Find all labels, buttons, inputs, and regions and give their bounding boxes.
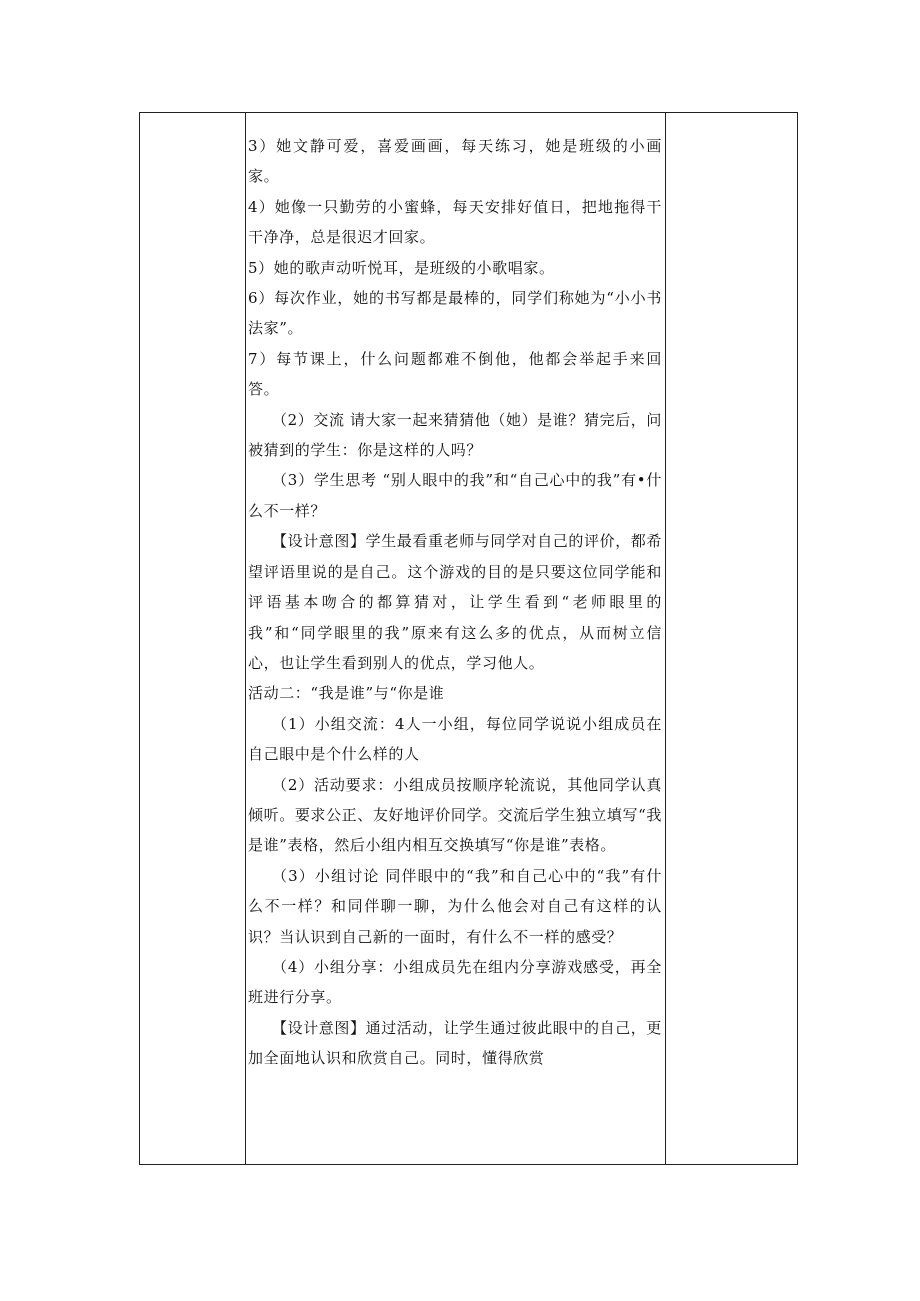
right-column-cell [665, 113, 797, 1164]
lesson-content [248, 131, 662, 1074]
paragraph-7: （3）学生思考 “别人眼中的我”和“自己心中的我”有•什么不一样？ [248, 471, 662, 520]
activity-two-heading: 活动二：“我是谁”与“你是谁 [248, 684, 445, 703]
design-intent-paragraph-1: 【设计意图】学生最看重老师与同学对自己的评价，都希望评语里说的是自己。这个游戏的目的是只要这位同学能和评语基本吻合的都算猜对，让学生看到“老师眼里的我”和“同学眼里的我”原来有这么多的优点，从而树立信心，也让学生看到别人的优点，学习他人。 [248, 532, 663, 672]
paragraph-3: 5）她的歌声动听悦耳，是班级的小歌唱家。 [248, 258, 555, 277]
left-column-cell [140, 113, 246, 1164]
paragraph-1: 3）她文静可爱，喜爱画画，每天练习，她是班级的小画家。 [248, 137, 662, 186]
content-column-cell [246, 113, 665, 1164]
paragraph-11: （2）活动要求：小组成员按顺序轮流说，其他同学认真倾听。要求公正、友好地评价同学。交流后学生独立填写“我是谁”表格，然后小组内相互交换填写“你是谁”表格。 [248, 775, 662, 855]
paragraph-6: （2）交流 请大家一起来猜猜他（她）是谁？猜完后，问被猜到的学生：你是这样的人吗？ [248, 410, 662, 460]
paragraph-4: 6）每次作业，她的书写都是最棒的，同学们称她为“小小书法家”。 [248, 289, 662, 338]
paragraph-10: （1）小组交流：4人一小组，每位同学说说小组成员在自己眼中是个什么样的人 [248, 714, 662, 764]
paragraph-2: 4）她像一只勤劳的小蜜蜂，每天安排好值日，把地拖得干干净净，总是很迟才回家。 [248, 197, 662, 247]
paragraph-5: 7）每节课上，什么问题都难不倒他，他都会举起手来回答。 [248, 349, 662, 399]
design-intent-paragraph-2: 【设计意图】通过活动，让学生通过彼此眼中的自己，更加全面地认识和欣赏自己。同时，懂得欣赏 [248, 1018, 663, 1068]
paragraph-13: （4）小组分享：小组成员先在组内分享游戏感受，再全班进行分享。 [248, 957, 662, 1007]
paragraph-12: （3）小组讨论 同伴眼中的“我”和自己心中的“我”有什么不一样？和同伴聊一聊，为什么他会对自己有这样的认识？当认识到自己新的一面时，有什么不一样的感受？ [248, 866, 662, 946]
lesson-plan-table [139, 112, 798, 1165]
